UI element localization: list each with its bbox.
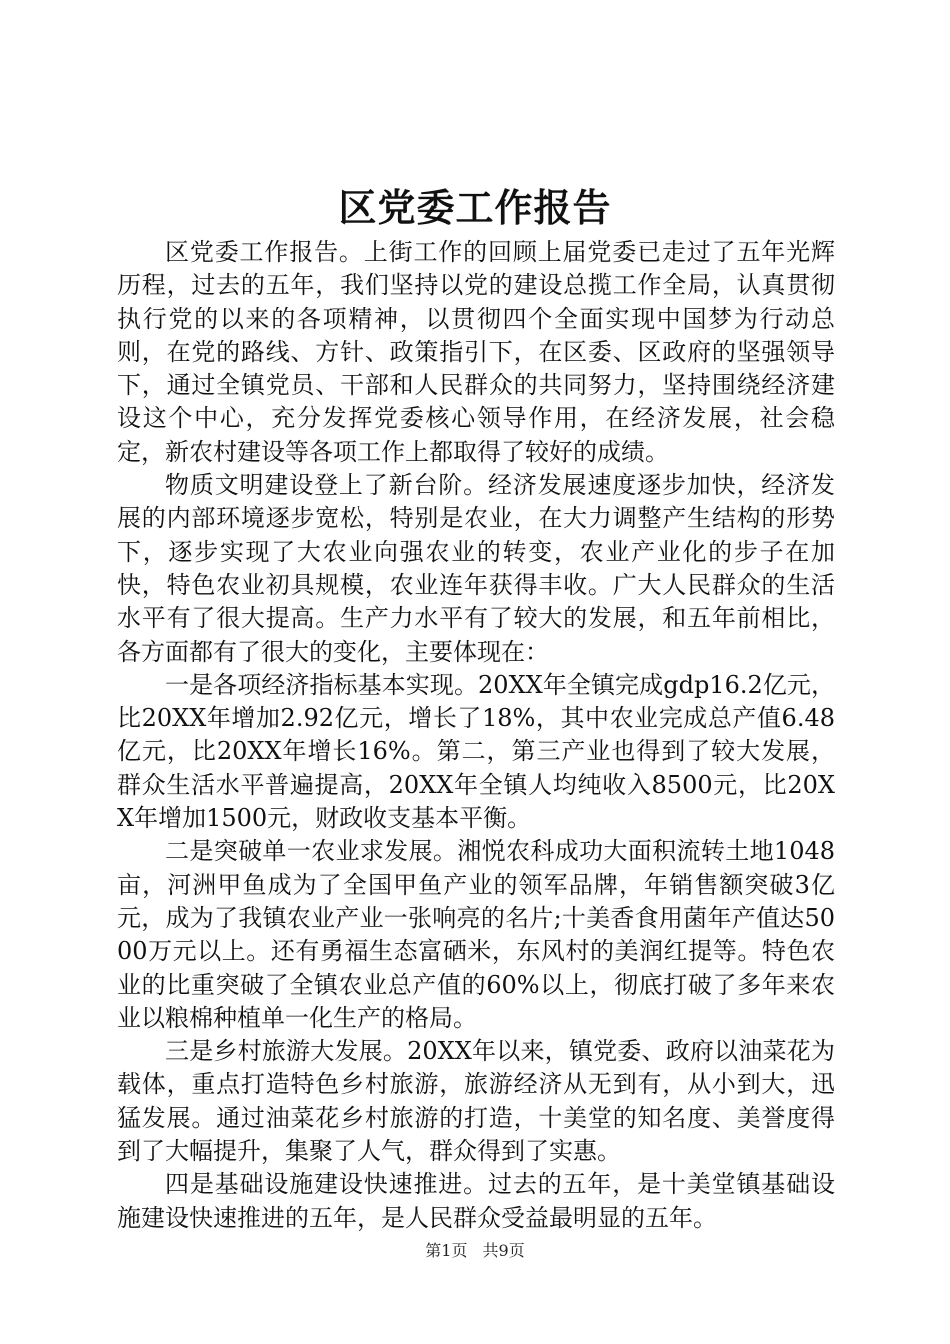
paragraph-economic-indicators: 一是各项经济指标基本实现。20XX年全镇完成gdp16.2亿元，比20XX年增加2.92亿元，增长了18%，其中农业完成总产值6.48亿元，比20XX年增长16%。第二，第三产业也得到了较大发展，群众生活水平普遍提高，20XX年全镇人均纯收入8500元，比20XX年增加1500元，财政收支基本平衡。 bbox=[117, 670, 835, 833]
paragraph-rural-tourism: 三是乡村旅游大发展。20XX年以来，镇党委、政府以油菜花为载体，重点打造特色乡村旅游，旅游经济从无到有，从小到大，迅猛发展。通过油菜花乡村旅游的打造，十美堂的知名度、美誉度得到了大幅提升，集聚了人气，群众得到了实惠。 bbox=[117, 1037, 835, 1166]
paragraph-intro: 区党委工作报告。上街工作的回顾上届党委已走过了五年光辉历程，过去的五年，我们坚持以党的建设总揽工作全局，认真贯彻执行党的以来的各项精神，以贯彻四个全面实现中国梦为行动总则，在党的路线、方针、政策指引下，在区委、区政府的坚强领导下，通过全镇党员、干部和人民群众的共同努力，坚持围绕经济建设这个中心，充分发挥党委核心领导作用，在经济发展，社会稳定，新农村建设等各项工作上都取得了较好的成绩。 bbox=[117, 238, 835, 466]
paragraph-agriculture-development: 二是突破单一农业求发展。湘悦农科成功大面积流转土地1048亩，河洲甲鱼成为了全国甲鱼产业的领军品牌，年销售额突破3亿元，成为了我镇农业产业一张响亮的名片;十美香食用菌年产值达5000万元以上。还有勇福生态富硒米，东风村的美润红提等。特色农业的比重突破了全镇农业总产值的60%以上，彻底打破了多年来农业以粮棉种植单一化生产的格局。 bbox=[117, 837, 835, 1032]
page-number-total: 共9页 bbox=[482, 1241, 525, 1260]
page-footer bbox=[0, 1240, 950, 1262]
document-title: 区党委工作报告 bbox=[338, 185, 612, 230]
paragraph-infrastructure: 四是基础设施建设快速推进。过去的五年，是十美堂镇基础设施建设快速推进的五年，是人民群众受益最明显的五年。 bbox=[117, 1170, 835, 1232]
document-body bbox=[117, 236, 835, 1235]
page-number-current: 第1页 bbox=[425, 1241, 468, 1260]
paragraph-material-civilization: 物质文明建设登上了新台阶。经济发展速度逐步加快，经济发展的内部环境逐步宽松，特别是农业，在大力调整产生结构的形势下，逐步实现了大农业向强农业的转变，农业产业化的步子在加快，特色农业初具规模，农业连年获得丰收。广大人民群众的生活水平有了很大提高。生产力水平有了较大的发展，和五年前相比，各方面都有了很大的变化，主要体现在： bbox=[117, 471, 835, 666]
